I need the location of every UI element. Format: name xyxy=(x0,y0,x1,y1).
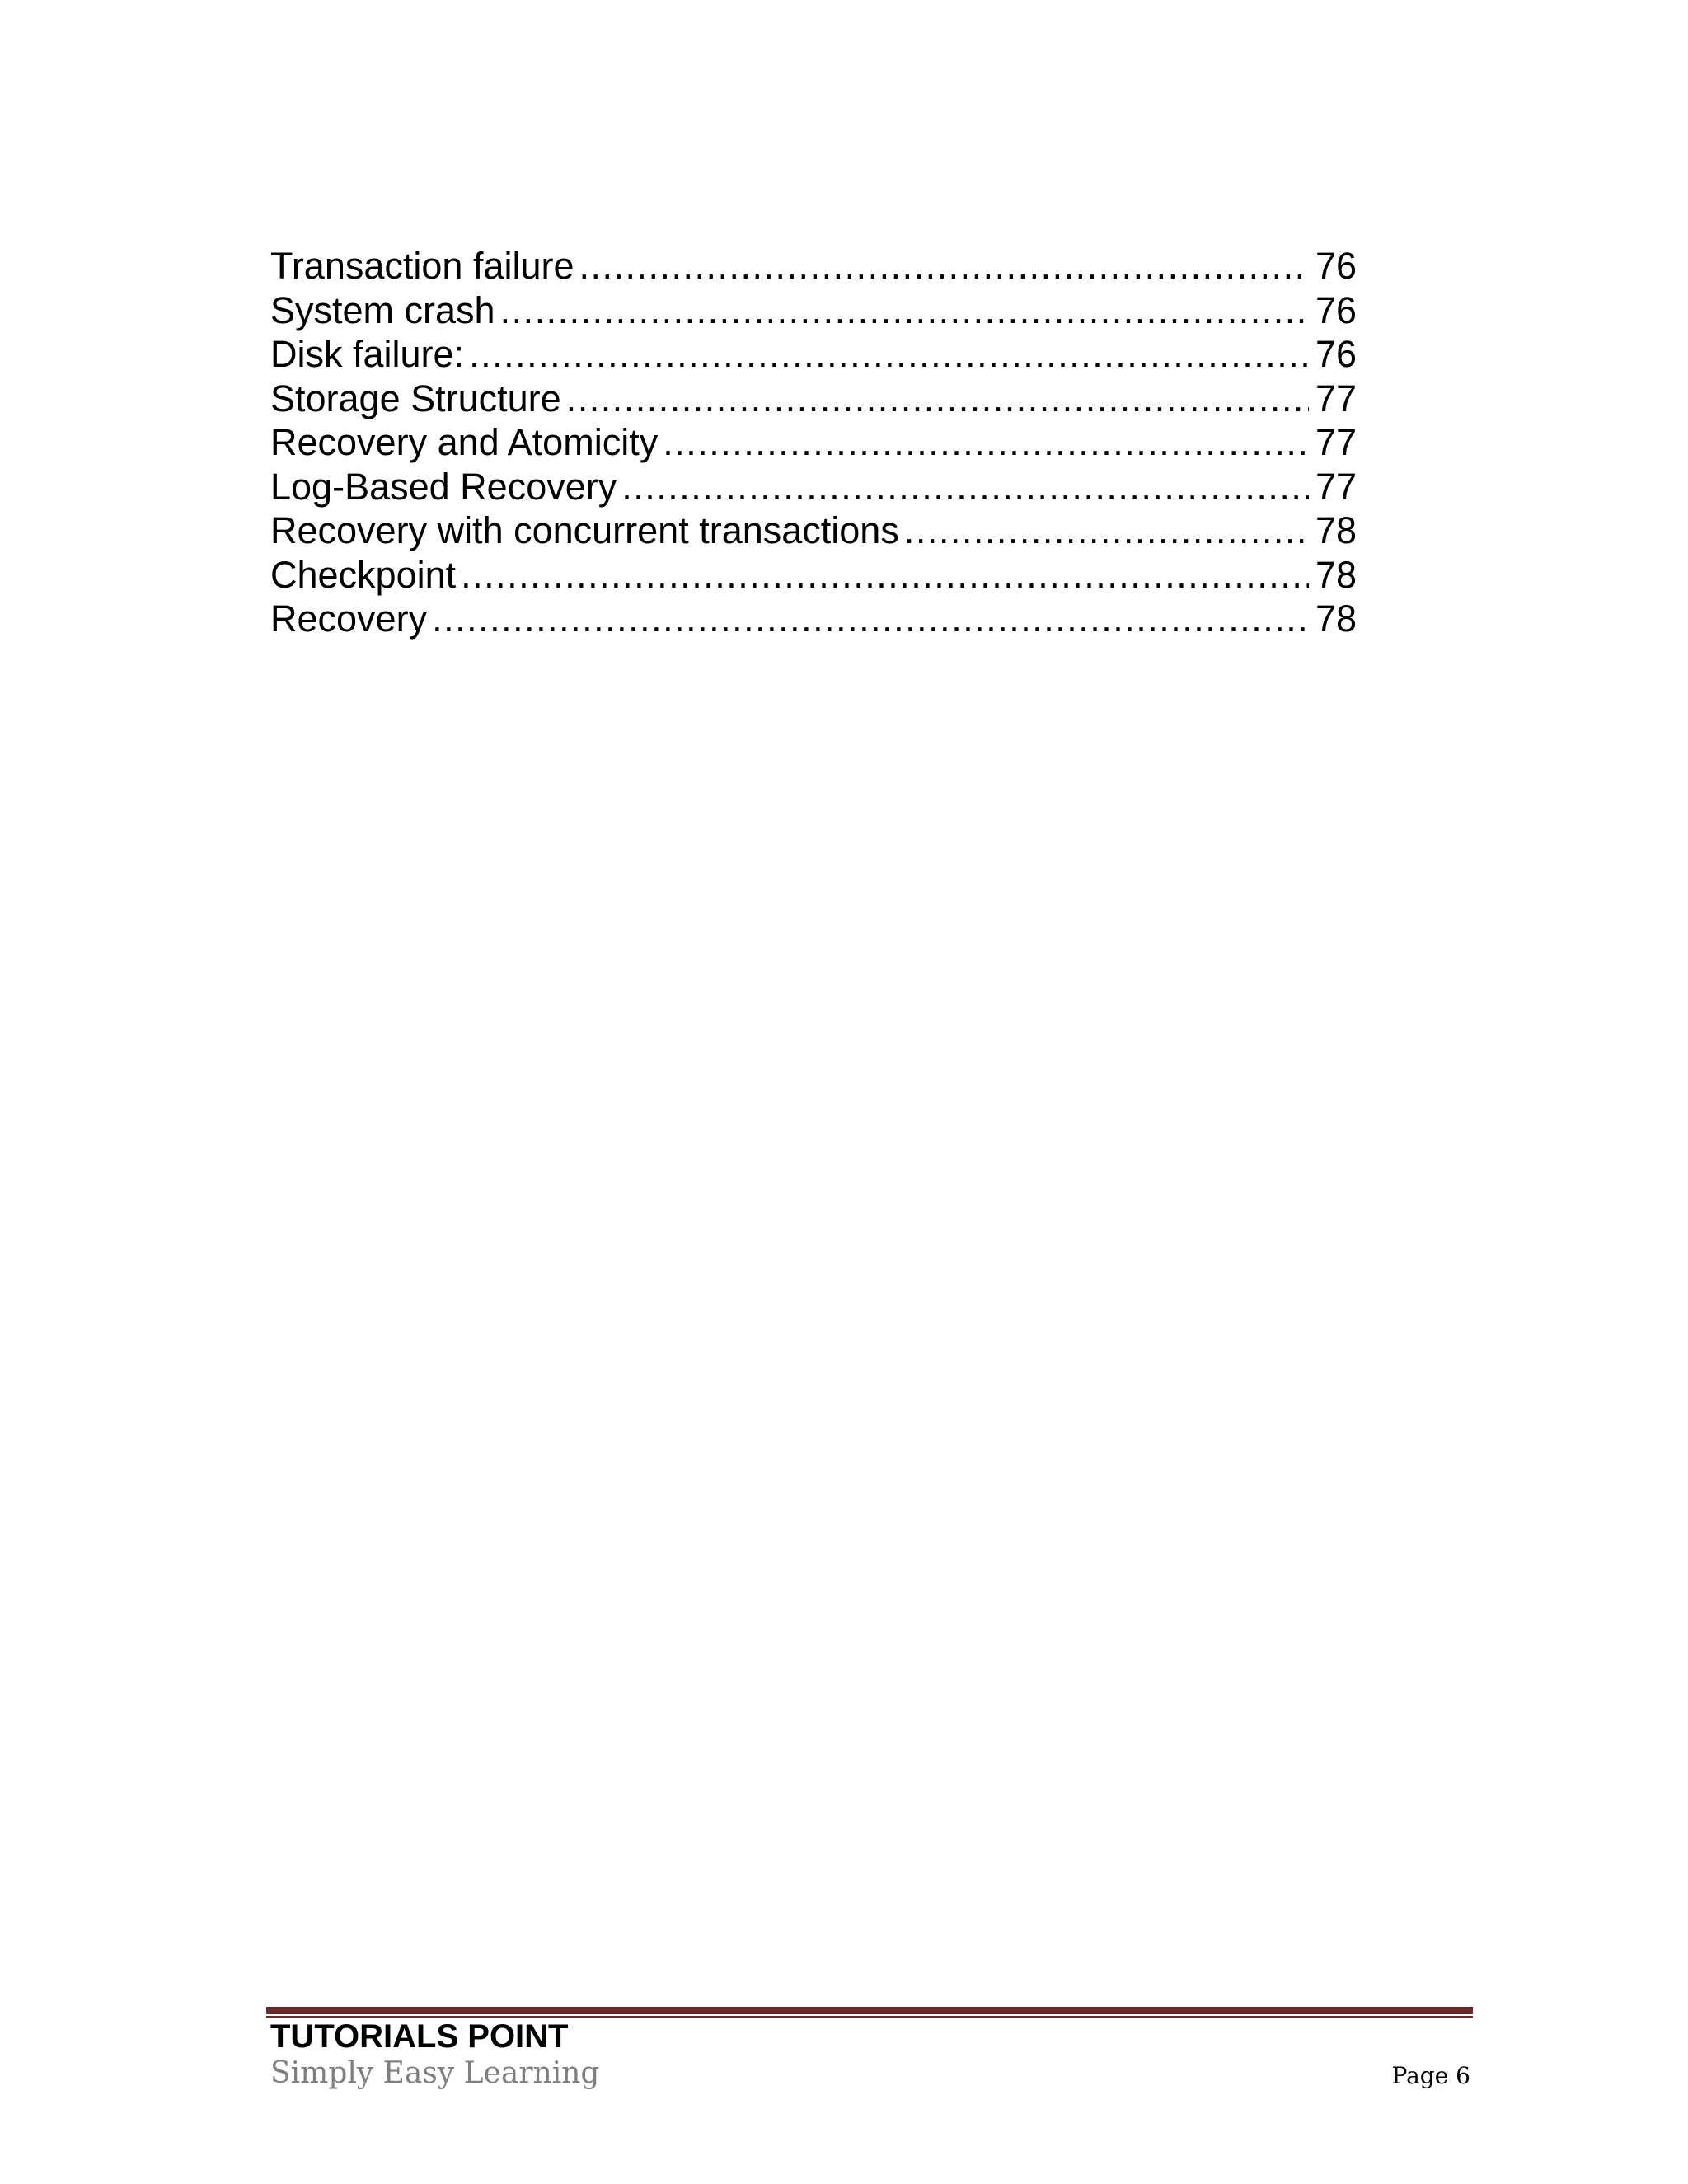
toc-entry[interactable] xyxy=(270,509,1357,553)
toc-entry-page: 78 xyxy=(1315,509,1357,551)
toc-dot-leader xyxy=(579,244,1309,288)
toc-dot-leader xyxy=(461,553,1309,598)
toc-entry[interactable] xyxy=(270,553,1357,598)
toc-entry-title: Disk failure: xyxy=(270,333,465,375)
toc-entry-title: Storage Structure xyxy=(270,377,561,419)
toc-dot-leader xyxy=(469,332,1309,377)
toc-entry[interactable] xyxy=(270,288,1357,333)
page-number: Page 6 xyxy=(1391,2062,1470,2089)
footer-brand: TUTORIALS POINT xyxy=(270,2018,569,2055)
toc-entry[interactable] xyxy=(270,465,1357,509)
toc-entry-title: Recovery xyxy=(270,598,428,640)
footer-tagline: Simply Easy Learning xyxy=(270,2056,600,2090)
toc-entry[interactable] xyxy=(270,332,1357,377)
toc-entry-title: System crash xyxy=(270,288,495,331)
toc-entry-title: Recovery and Atomicity xyxy=(270,421,659,463)
toc-entry[interactable] xyxy=(270,420,1357,465)
toc-entry-page: 78 xyxy=(1315,598,1357,640)
toc-dot-leader xyxy=(500,288,1309,333)
toc-entry-page: 78 xyxy=(1315,553,1357,596)
footer-rule-thick xyxy=(266,2007,1473,2014)
toc-entry-title: Log-Based Recovery xyxy=(270,465,617,508)
toc-entry-title: Recovery with concurrent transactions xyxy=(270,509,899,551)
toc-entry[interactable] xyxy=(270,377,1357,421)
toc-entry-page: 76 xyxy=(1315,288,1357,331)
toc-entry[interactable] xyxy=(270,597,1357,641)
toc-entry[interactable] xyxy=(270,244,1357,288)
toc-entry-page: 76 xyxy=(1315,333,1357,375)
table-of-contents xyxy=(270,244,1357,641)
toc-dot-leader xyxy=(904,509,1309,553)
toc-entry-page: 77 xyxy=(1315,421,1357,463)
toc-entry-page: 77 xyxy=(1315,377,1357,419)
toc-entry-title: Checkpoint xyxy=(270,553,457,596)
toc-dot-leader xyxy=(663,420,1309,465)
toc-entry-page: 77 xyxy=(1315,465,1357,508)
toc-entry-title: Transaction failure xyxy=(270,245,574,287)
toc-dot-leader xyxy=(432,597,1309,641)
toc-dot-leader xyxy=(566,377,1309,421)
toc-dot-leader xyxy=(621,465,1309,509)
toc-entry-page: 76 xyxy=(1315,245,1357,287)
